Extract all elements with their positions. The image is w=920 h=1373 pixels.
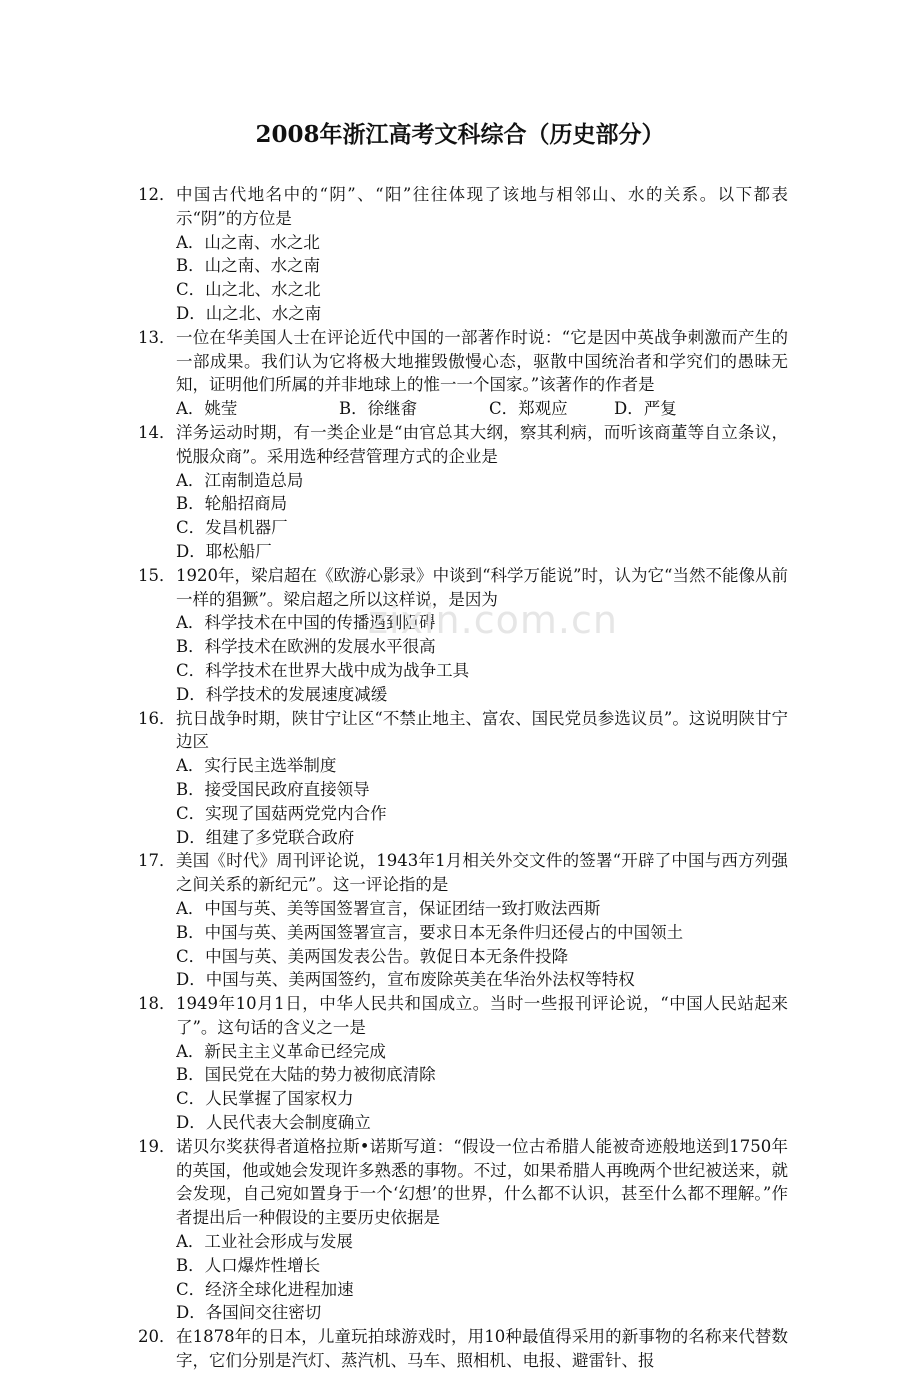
question-number: 19． — [138, 1136, 176, 1156]
question-number: 17． — [138, 851, 176, 871]
answer-option: C．人民掌握了国家权力 — [176, 1089, 354, 1109]
question-18 — [138, 992, 788, 1135]
answer-option: A．新民主主义革命已经完成 — [176, 1041, 386, 1061]
answer-option: D．严复 — [614, 399, 677, 419]
answer-options — [176, 754, 788, 849]
question-number: 16． — [138, 708, 176, 728]
question-number: 14． — [138, 422, 176, 442]
question-16 — [138, 707, 788, 850]
answer-options — [176, 611, 788, 706]
answer-option: A．江南制造总局 — [176, 470, 304, 490]
answer-option: B．科学技术在欧洲的发展水平很高 — [176, 637, 436, 657]
question-12 — [138, 183, 788, 326]
question-stem: 1920年，梁启超在《欧游心影录》中谈到“科学万能说”时，认为它“当然不能像从前一样的猖獗”。梁启超之所以这样说，是因为 — [176, 565, 788, 609]
answer-option: C．发昌机器厂 — [176, 518, 288, 538]
answer-option: B．中国与英、美两国签署宣言，要求日本无条件归还侵占的中国领土 — [176, 922, 684, 942]
question-stem: 中国古代地名中的“阴”、“阳”往往体现了该地与相邻山、水的关系。以下都表示“阴”的方位是 — [176, 185, 788, 228]
answer-option: B．轮船招商局 — [176, 494, 288, 514]
answer-option: B．国民党在大陆的势力被彻底清除 — [176, 1065, 436, 1085]
document-title: 2008年浙江高考文科综合（历史部分） — [255, 121, 665, 148]
answer-option: A．工业社会形成与发展 — [176, 1232, 353, 1252]
answer-options — [176, 897, 788, 992]
answer-option: C．山之北、水之北 — [176, 280, 321, 300]
question-15 — [138, 564, 788, 707]
answer-option: D．耶松船厂 — [176, 541, 272, 561]
question-19 — [138, 1135, 788, 1325]
answer-options — [176, 1040, 788, 1135]
question-number: 20． — [138, 1327, 176, 1347]
answer-option: D．山之北、水之南 — [176, 303, 322, 323]
answer-option: A．姚莹 — [176, 399, 238, 419]
answer-options — [176, 397, 788, 421]
question-14 — [138, 421, 788, 564]
answer-option: A．中国与英、美等国签署宣言，保证团结一致打败法西斯 — [176, 898, 601, 918]
answer-option: A．科学技术在中国的传播遇到阻碍 — [176, 613, 436, 633]
answer-option: D．中国与英、美两国签约，宣布废除英美在华治外法权等特权 — [176, 970, 635, 990]
question-20 — [138, 1325, 788, 1373]
answer-option: B．徐继畬 — [339, 399, 418, 419]
answer-option: D．人民代表大会制度确立 — [176, 1113, 371, 1133]
answer-option: D．组建了多党联合政府 — [176, 827, 355, 847]
question-number: 15． — [138, 565, 176, 585]
question-stem: 1949年10月1日，中华人民共和国成立。当时一些报刊评论说，“中国人民站起来了”。这句话的含义之一是 — [176, 994, 788, 1037]
question-stem: 美国《时代》周刊评论说，1943年1月相关外交文件的签署“开辟了中国与西方列强之间关系的新纪元”。这一评论指的是 — [176, 851, 788, 895]
question-13 — [138, 326, 788, 421]
question-stem: 洋务运动时期，有一类企业是“由官总其大纲，察其利病，而听该商董等自立条议，悦服众商”。采用选种经营管理方式的企业是 — [176, 422, 788, 466]
question-list — [138, 183, 788, 1373]
answer-option: B．接受国民政府直接领导 — [176, 779, 370, 799]
watermark: zixin.com.cn — [368, 598, 618, 642]
answer-option: C．中国与英、美两国发表公告。敦促日本无条件投降 — [176, 946, 569, 966]
answer-option: C．实现了国菇两党党内合作 — [176, 803, 387, 823]
question-stem: 在1878年的日本，儿童玩拍球游戏时，用10种最值得采用的新事物的名称来代替数字，它们分别是汽灯、蒸汽机、马车、照相机、电报、避雷针、报 — [176, 1327, 788, 1371]
answer-option: A．山之南、水之北 — [176, 232, 320, 252]
question-stem: 诺贝尔奖获得者道格拉斯•诺斯写道：“假设一位古希腊人能被奇迹般地送到1750年的英国，他或她会发现许多熟悉的事物。不过，如果希腊人再晚两个世纪被送来，就会发现，自己宛如置身于一个‘幻想’的世界，什么都不认识，甚至什么都不理解。”作者提出后一种假设的主要历史依据是 — [176, 1136, 788, 1228]
question-stem: 抗日战争时期，陕甘宁让区“不禁止地主、富农、国民党员参选议员”。这说明陕甘宁边区 — [176, 708, 788, 752]
answer-option: B．人口爆炸性增长 — [176, 1255, 321, 1275]
answer-option: D．科学技术的发展速度减缓 — [176, 684, 388, 704]
question-number: 18． — [138, 994, 176, 1014]
answer-option: D．各国间交往密切 — [176, 1303, 322, 1323]
answer-option: C．经济全球化进程加速 — [176, 1279, 354, 1299]
question-number: 12． — [138, 185, 176, 204]
answer-option: C．郑观应 — [489, 399, 568, 419]
question-17 — [138, 849, 788, 992]
answer-options — [176, 1230, 788, 1325]
answer-option: C．科学技术在世界大战中成为战争工具 — [176, 660, 470, 680]
question-number: 13． — [138, 327, 176, 347]
answer-option: A．实行民主选举制度 — [176, 756, 337, 776]
answer-option: B．山之南、水之南 — [176, 256, 321, 276]
answer-options — [176, 231, 788, 326]
answer-options — [176, 469, 788, 564]
question-stem: 一位在华美国人士在评论近代中国的一部著作时说：“它是因中英战争刺激而产生的一部成果。我们认为它将极大地摧毁傲慢心态，驱散中国统治者和学究们的愚昧无知，证明他们所属的并非地球上的惟一一个国家。”该著作的作者是 — [176, 327, 788, 395]
